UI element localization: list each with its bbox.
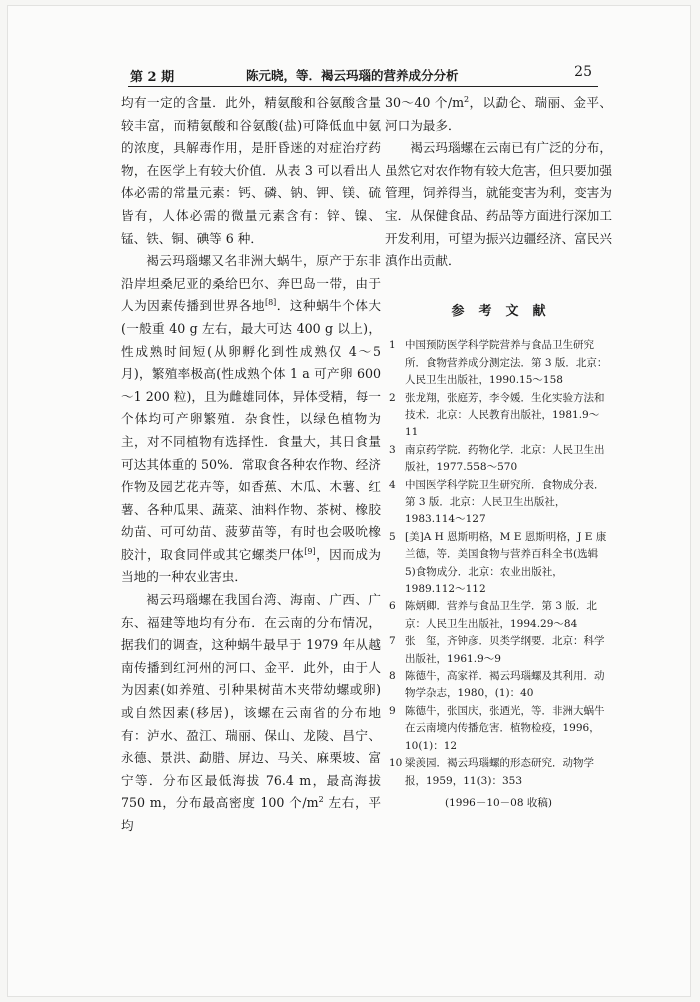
superscript-2: 2 bbox=[318, 795, 324, 805]
citation-8: [8] bbox=[264, 298, 277, 308]
reference-item: 2 张龙翔，张庭芳，李令媛．生化实验方法和技术．北京：人民教育出版社，1981.9～11 bbox=[389, 391, 605, 439]
paragraph-snail-biology: 褐云玛瑙螺又名非洲大蜗牛，原产于东非沿岸坦桑尼亚的桑给巴尔、奔巴岛一带，由于人为因素传播到世界各地[8]．这种蜗牛个体大(一般重 40 g 左右，最大可达 400 g 以上)，性成熟时间短(从卵孵化到性成熟仅 4～5 月)，繁殖率极高(性成熟个体 1 a 可产卵 600～1 200 粒)，且为雌雄同体，异体受精，每一个体均可产卵繁殖．杂食性，以绿色植物为主，对不同植物有选择性．食量大，其日食量可达其体重的 50%．常取食各种农作物、经济作物及园艺花卉等，如香蕉、木瓜、木薯、红薯、各种瓜果、蔬菜、油料作物、茶树、橡胶幼苗、可可幼苗、菠萝苗等，有时也会吸吮橡胶汁，取食同伴或其它螺类尸体[9]，因而成为当地的一种农业害虫． bbox=[121, 253, 382, 585]
running-title: 陈元晓，等．褐云玛瑙的营养成分分析 bbox=[246, 68, 459, 83]
paragraph-continuation: 30～40 个$/m^2$，以勐仑、瑞丽、金平、河口为最多． bbox=[385, 94, 612, 133]
issue-number: 第 2 期 bbox=[130, 70, 175, 85]
reference-item: 4 中国医学科学院卫生研究所．食物成分表．第 3 版．北京：人民卫生出版社，1983.114～127 bbox=[389, 478, 605, 526]
reference-item: 1 中国预防医学科学院营养与食品卫生研究所．食物营养成分测定法．第 3 版．北京：人民卫生出版社，1990.15～158 bbox=[389, 339, 608, 387]
reference-item: 9 陈德牛，张国庆，张迺光，等．非洲大蜗牛在云南境内传播危害．植物检疫，1996，10(1)：12 bbox=[389, 704, 605, 752]
citation-9: [9] bbox=[304, 546, 316, 556]
received-date: (1996－10－08 收稿) bbox=[445, 796, 552, 809]
paragraph-distribution: 褐云玛瑙螺在我国台湾、海南、广西、广东、福建等地均有分布．在云南的分布情况，据我们的调查，这种蜗牛最早于 1979 年从越南传播到红河州的河口、金平．此外，由于人为因素(如养殖、引种果树苗木夹带幼螺或卵)或自然因素(移居)，该螺在云南省的分布地有：泸水、盈江、瑞丽、保山、龙陵、昌宁、永德、景洪、勐腊、屏边、马关、麻栗坡、富宁等．分布区最低海拔 76.4 m，最高海拔 750 m，分布最高密度 100 个$/m^2$ 左右，平均 bbox=[121, 592, 381, 833]
paragraph-amino-minerals: 均有一定的含量．此外，精氨酸和谷氨酸含量较丰富，而精氨酸和谷氨酸(盐)可降低血中氨的浓度，具解毒作用，是肝昏迷的对症治疗药物，在医学上有较大价值．从表 3 可以看出人体必需的常量元素：钙、磷、钠、钾、镁、硫皆有，人体必需的微量元素含有：锌、镍、锰、铁、铜、碘等 6 种． bbox=[121, 95, 381, 246]
right-column bbox=[385, 92, 612, 815]
left-column bbox=[121, 92, 381, 838]
paragraph-conclusion: 褐云玛瑙螺在云南已有广泛的分布，虽然它对农作物有较大危害，但只要加强管理，饲养得当，就能变害为利，变害为宝．从保健食品、药品等方面进行深加工开发利用，可望为振兴边疆经济、富民兴滇作出贡献． bbox=[385, 140, 612, 269]
reference-item: 10 梁羡园．褐云玛瑙螺的形态研究．动物学报，1959，11(3)：353 bbox=[389, 757, 594, 787]
page-number: 25 bbox=[574, 64, 592, 80]
references-heading: 参考文献 bbox=[451, 303, 560, 319]
reference-item: 7 张 玺，齐钟彦．贝类学纲要．北京：科学出版社，1961.9～9 bbox=[389, 635, 605, 665]
page-header bbox=[128, 64, 598, 87]
references-list bbox=[385, 337, 612, 790]
reference-item: 8 陈德牛，高家祥．褐云玛瑙螺及其利用．动物学杂志，1980，(1)：40 bbox=[389, 670, 605, 700]
reference-item: 3 南京药学院．药物化学．北京：人民卫生出版社，1977.558～570 bbox=[389, 443, 605, 474]
reference-item: 6 陈炳卿．营养与食品卫生学．第 3 版．北京：人民卫生出版社，1994.29～84 bbox=[389, 600, 597, 630]
reference-item: 5 [美]A H 恩斯明格，M E 恩斯明格，J E 康兰德，等．美国食物与营养百科全书(选辑 5)食物成分．北京：农业出版社，1989.112～112 bbox=[389, 530, 607, 596]
